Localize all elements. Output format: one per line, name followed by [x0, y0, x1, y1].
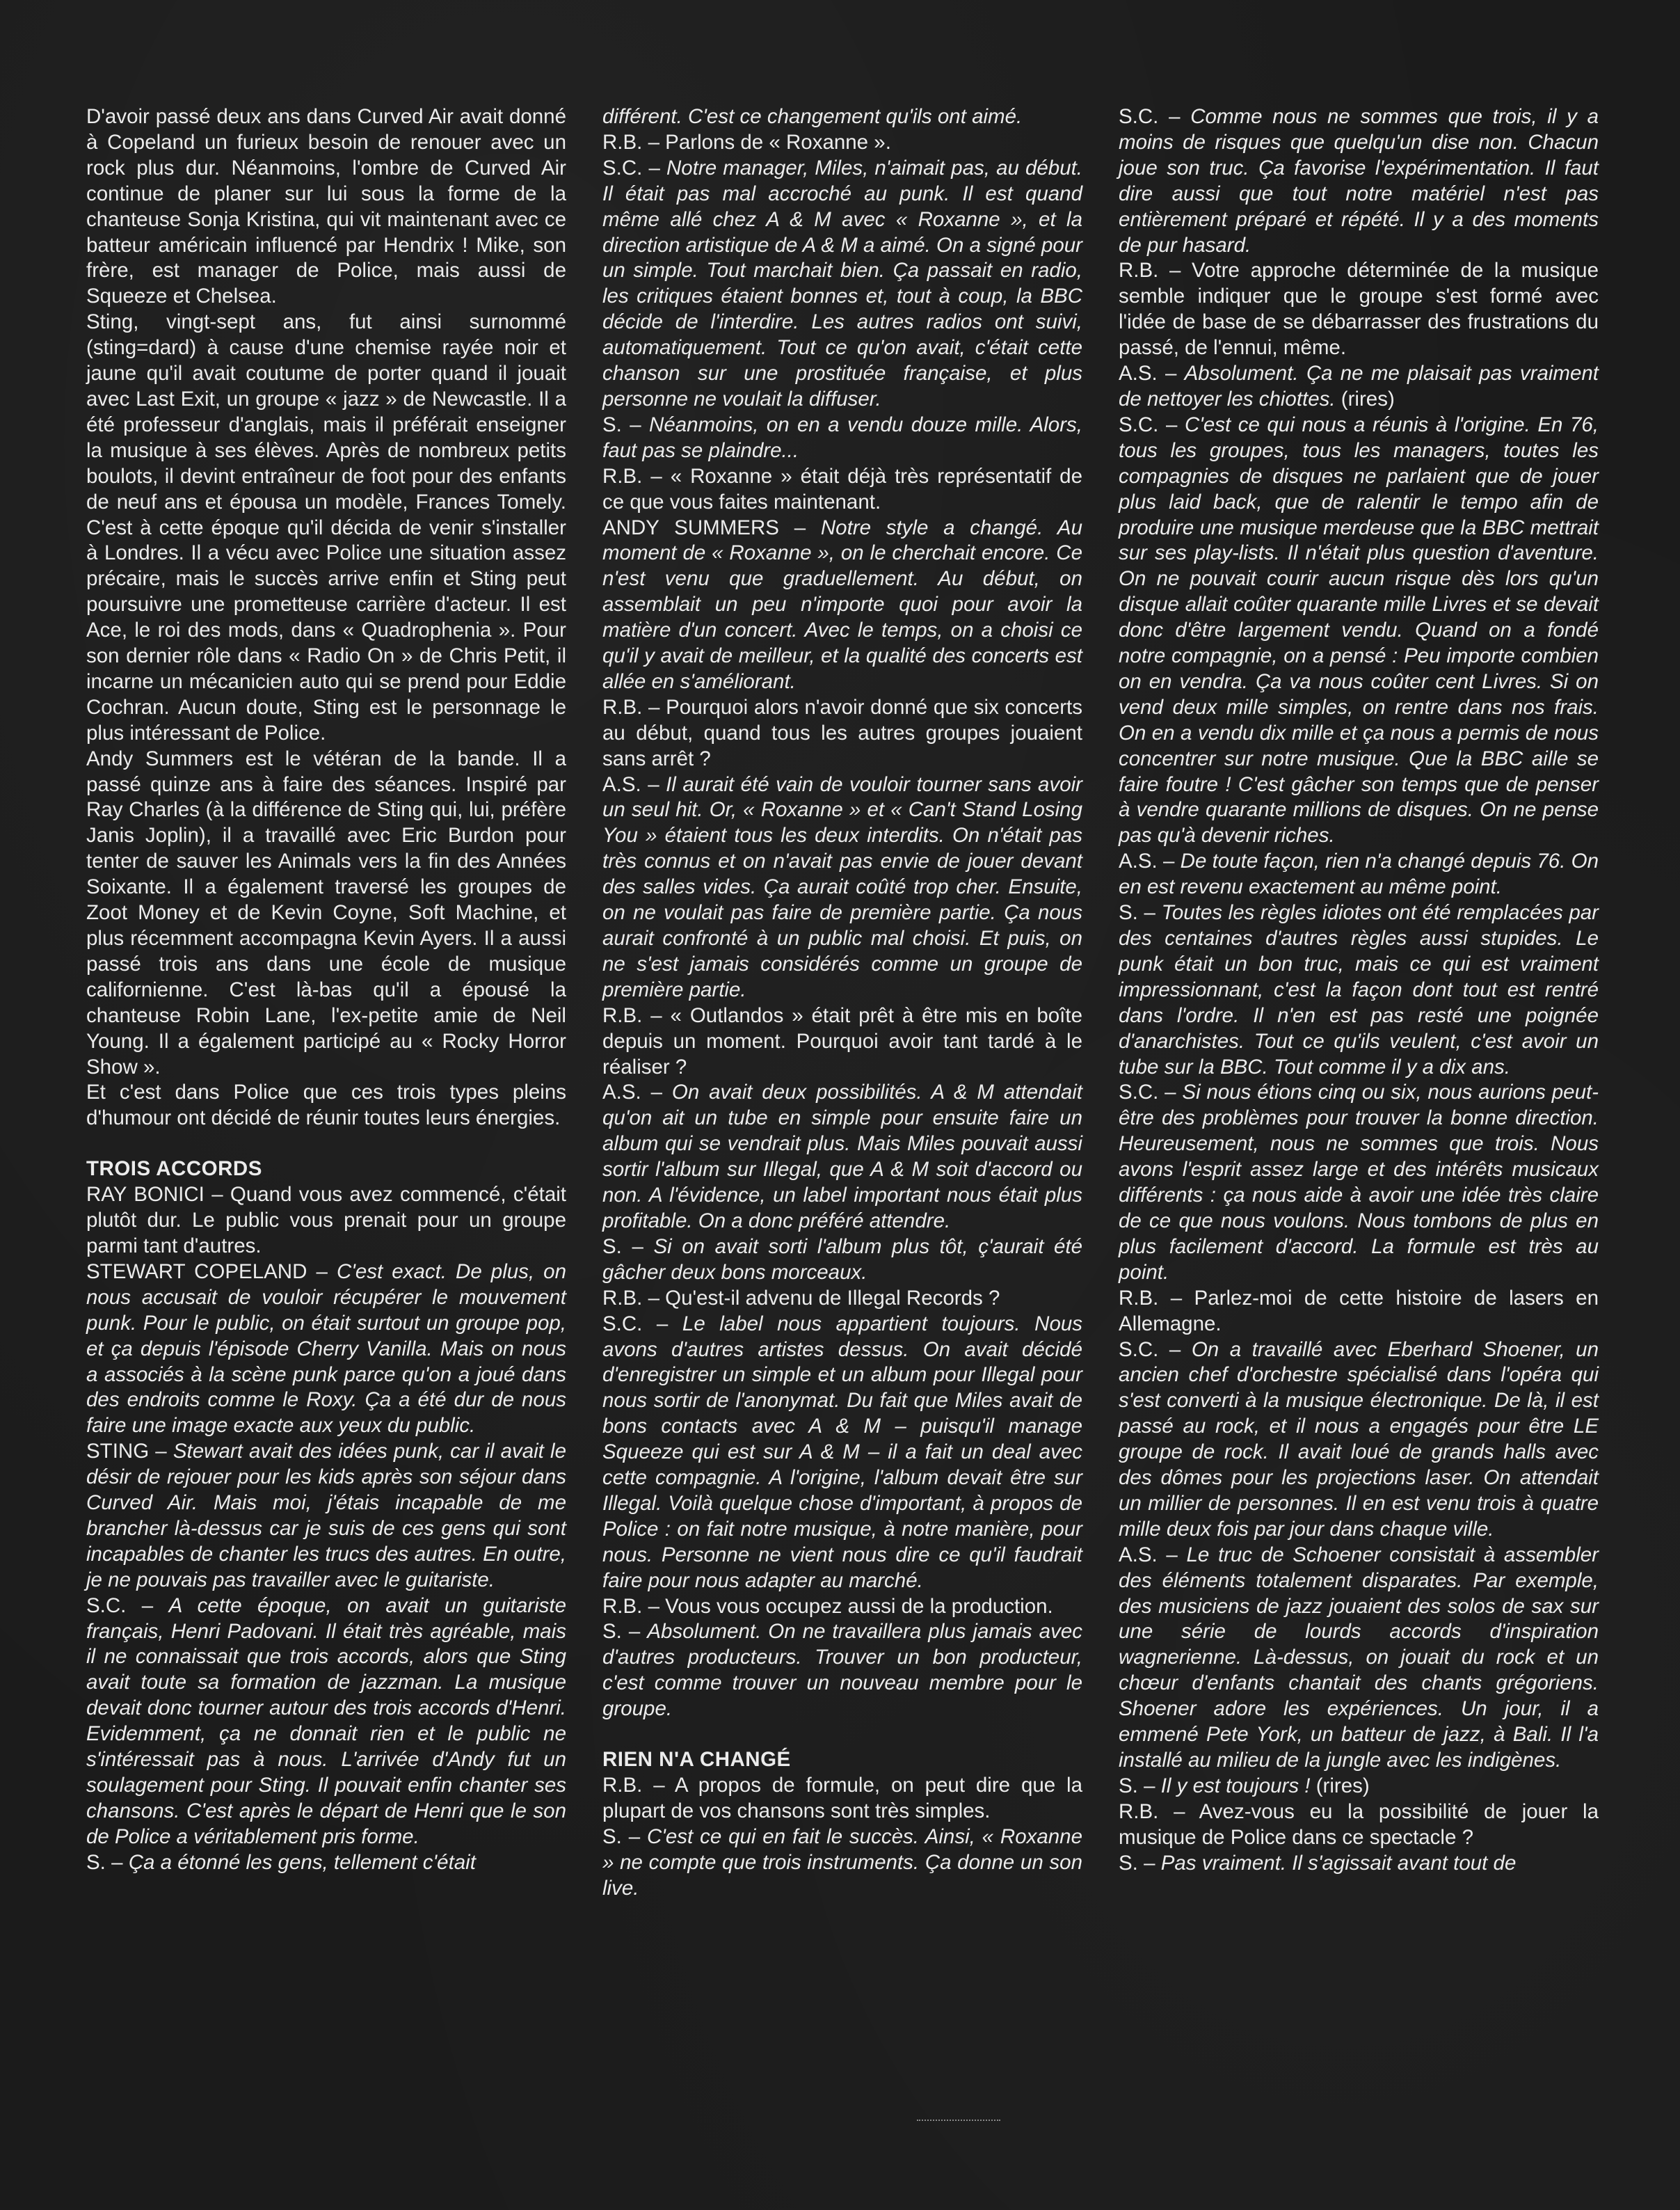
paragraph [86, 1259, 566, 1439]
text-run: ANDY SUMMERS – [602, 516, 806, 539]
text-run: S. – [602, 1620, 641, 1644]
paragraph [602, 772, 1082, 1003]
text-run: A.S. – [602, 772, 659, 796]
quote-text: Le truc de Schoener consistait à assembler des éléments totalement disparates. Par exemple, des musiciens de jazz jouaient des solos de sax sur une série de lourds accords d'inspiration wagnerienne. Là-dessus, on jouait du rock et un chœur d'enfants chantait des chants grégoriens. Shoener adore les expériences. Un jour, il a emmené Pete York, un batteur de jazz, à Bali. Il l'a installé au milieu de la jungle avec les indigènes. [1119, 1543, 1599, 1772]
text-run: R.B. – Parlez-moi de cette histoire de lasers en Allemagne. [1119, 1286, 1599, 1335]
paragraph [602, 1825, 1082, 1902]
quote-text: Notre style a changé. Au moment de « Roxanne », on le cherchait encore. Ce n'est venu que graduellement. Au début, on assemblait un peu n'importe quoi pour avoir la matière d'un concert. Avec le temps, on a choisi ce qu'il y avait de meilleur, et la qualité des concerts est allée en s'améliorant. [602, 516, 1082, 693]
text-column-middle [602, 104, 1082, 1902]
text-run: R.B. – Votre approche déterminée de la musique semble indiquer que le groupe s'est formé avec l'idée de base de se débarrasser des frustrations du passé, de l'ennui, même. [1119, 259, 1599, 360]
text-column-right [1119, 104, 1599, 1877]
quote-text: C'est exact. De plus, on nous accusait de vouloir récupérer le mouvement punk. Pour le public, on était surtout un groupe pop, et ça depuis l'épisode Cherry Vanilla. Mais on nous a associés à la scène punk parce qu'on a joué dans des endroits comme le Roxy. Ça a été dur de nous faire une image exacte aux yeux du public. [86, 1259, 566, 1438]
paragraph [602, 413, 1082, 464]
paragraph [1119, 258, 1599, 361]
quote-text: Le label nous appartient toujours. Nous avons d'autres artistes dessus. On avait décidé d'enregistrer un simple et un album pour Illegal pour nous sortir de l'anonymat. Du fait que Miles avait de bons contacts avec A & M – puisqu'il manage Squeeze qui est sur A & M – il a fait un deal avec cette compagnie. A l'origine, l'album devait être sur Illegal. Voilà quelque chose d'important, à propos de Police : on fait notre musique, à notre manière, pour nous. Personne ne vient nous dire ce qu'il faudrait faire pour nous adapter au marché. [602, 1312, 1083, 1592]
paragraph [602, 1080, 1082, 1234]
paragraph [602, 1286, 1082, 1312]
quote-text: Absolument. Ça ne me plaisait pas vraiment de nettoyer les chiottes. [1119, 362, 1599, 411]
text-run: R.B. – Avez-vous eu la possibilité de jouer la musique de Police dans ce spectacle ? [1119, 1799, 1599, 1849]
quote-text: Ça a étonné les gens, tellement c'était [128, 1850, 476, 1874]
text-run: S.C. – [1119, 1337, 1181, 1361]
quote-text: Toutes les règles idiotes ont été remplacées par des centaines d'autres règles aussi stupides. Le punk était un bon truc, mais ce qui est vraiment impressionnant, c'est la façon dont tout est rentré dans l'ordre. Il n'en est pas resté une poignée d'anarchistes. Tout ce qu'ils veulent, c'est avoir un tube sur la BBC. Tout comme il y a dix ans. [1119, 901, 1599, 1079]
text-run: S. – [1119, 1774, 1155, 1797]
paragraph [86, 747, 566, 1081]
text-run: (rires) [1341, 387, 1395, 411]
text-run: S. – [602, 1234, 643, 1258]
text-run: R.B. – Parlons de « Roxanne ». [602, 130, 891, 154]
paragraph [602, 104, 1082, 130]
paragraph [602, 130, 1082, 156]
paragraph [602, 1003, 1082, 1081]
section-heading: RIEN N'A CHANGÉ [602, 1748, 791, 1772]
paragraph [1119, 1851, 1599, 1877]
paragraph [1119, 1286, 1599, 1337]
paragraph [1119, 849, 1599, 900]
paragraph [86, 1850, 566, 1876]
paragraph [602, 1312, 1082, 1594]
paragraph [602, 516, 1082, 695]
paragraph [1119, 1799, 1599, 1851]
text-run: A.S. – [1119, 1543, 1178, 1566]
paragraph [1119, 104, 1599, 258]
text-run: R.B. – « Roxanne » était déjà très représentatif de ce que vous faites maintenant. [602, 464, 1082, 514]
paragraph [1119, 361, 1599, 413]
paragraph [86, 1182, 566, 1259]
paragraph [602, 1619, 1082, 1722]
paragraph [86, 1080, 566, 1131]
text-run: S. – [86, 1850, 123, 1874]
text-run: A.S. – [1119, 850, 1175, 873]
text-run: R.B. – « Outlandos » était prêt à être mis en boîte depuis un moment. Pourquoi avoir tant tardé à le réaliser ? [602, 1003, 1082, 1079]
quote-text: C'est ce qui en fait le succès. Ainsi, « Roxanne » ne compte que trois instruments. Ça donne un son live. [602, 1825, 1082, 1900]
text-run: D'avoir passé deux ans dans Curved Air avait donné à Copeland un furieux besoin de renouer avec un rock plus dur. Néanmoins, l'ombre de Curved Air continue de planer sur lui sous la forme de la chanteuse Sonja Kristina, qui vit maintenant avec ce batteur américain influencé par Hendrix ! Mike, son frère, est manager de Police, mais aussi de Squeeze et Chelsea. [86, 105, 566, 308]
text-run: A.S. – [1119, 362, 1177, 385]
text-run: Sting, vingt-sept ans, fut ainsi surnommé (sting=dard) à cause d'une chemise rayée noir et jaune qu'il avait coutume de porter quand il jouait avec Last Exit, un groupe « jazz » de Newcastle. Il a été professeur d'anglais, mais il préférait enseigner la musique à ses élèves. Après de nombreux petits boulots, il devint entraîneur de foot pour des enfants de neuf ans et épousa un modèle, Frances Tomely. C'est à cette époque qu'il décida de venir s'installer à Londres. Il a vécu avec Police une situation assez précaire, mais le succès arrive enfin et Sting peut poursuivre une prometteuse carrière d'acteur. Il est Ace, le roi des mods, dans « Quadrophenia ». Pour son dernier rôle dans « Radio On » de Chris Petit, il incarne un mécanicien auto qui se prend pour Eddie Cochran. Aucun doute, Sting est le personnage le plus intéressant de Police. [86, 310, 566, 745]
text-run: R.B. – Vous vous occupez aussi de la production. [602, 1594, 1053, 1618]
paragraph [602, 1773, 1082, 1825]
quote-text: De toute façon, rien n'a changé depuis 76. On en est revenu exactement au même point. [1119, 850, 1599, 899]
quote-text: Néanmoins, on en a vendu douze mille. Alors, faut pas se plaindre... [602, 413, 1082, 462]
quote-text: Comme nous ne sommes que trois, il y a moins de risques que quelqu'un dise non. Chacun joue son truc. Ça favorise l'expérimentation. Il faut dire aussi que tout notre matériel n'est pas entièrement préparé et répété. Il y a des moments de pur hasard. [1119, 105, 1599, 257]
text-run: STING – [86, 1440, 167, 1463]
paragraph [602, 1594, 1082, 1620]
text-run: S.C. – [1119, 413, 1178, 436]
text-run: S. – [602, 1825, 641, 1848]
paragraph [1119, 1543, 1599, 1774]
text-column-left [86, 104, 566, 1876]
text-run: S.C. – [1119, 1081, 1176, 1104]
text-run: S. – [602, 413, 641, 436]
text-run: (rires) [1315, 1774, 1370, 1797]
text-run: S.C. – [1119, 105, 1181, 128]
text-run: R.B. – Pourquoi alors n'avoir donné que six concerts au début, quand tous les autres groupes jouaient sans arrêt ? [602, 695, 1082, 770]
text-run: STEWART COPELAND – [86, 1259, 328, 1283]
paragraph [602, 464, 1082, 516]
quote-text: Pas vraiment. Il s'agissait avant tout de [1160, 1851, 1517, 1875]
text-run: S.C. – [86, 1593, 154, 1617]
quote-text: différent. C'est ce changement qu'ils ont aimé. [602, 105, 1023, 128]
quote-text: Absolument. On ne travaillera plus jamais avec d'autres producteurs. Trouver un bon producteur, c'est comme trouver un nouveau membre pour le groupe. [602, 1620, 1082, 1721]
quote-text: Notre manager, Miles, n'aimait pas, au début. Il était pas mal accroché au punk. Il est quand même allé chez A & M avec « Roxanne », et la direction artistique de A & M a aimé. On a signé pour un simple. Tout marchait bien. Ça passait en radio, les critiques étaient bonnes et, tout à coup, la BBC décide de l'interdire. Les autres radios ont suivi, automatiquement. Tout ce qu'on avait, c'était cette chanson sur une prostituée française, et plus personne ne voulait la diffuser. [602, 156, 1082, 411]
quote-text: C'est ce qui nous a réunis à l'origine. En 76, tous les groupes, tous les managers, toutes les compagnies de disques ne parlaient que de jouer plus laid back, que de ralentir le tempo afin de produire une musique merdeuse que la BBC mettrait sur ses play-lists. Il n'était plus question d'aventure. On ne pouvait courir aucun risque dès lors qu'un disque allait coûter quarante mille Livres et se devait donc d'être largement vendu. Quand on a fondé notre compagnie, on a pensé : Peu importe combien on en vendra. Ça va nous coûter cent Livres. Si on vend deux mille simples, on rentre dans nos frais. On en a vendu dix mille et ça nous a permis de nous concentrer sur notre musique. Que la BBC aille se faire foutre ! C'est gâcher son temps que de penser à vendre quarante millions de disques. On ne pense pas qu'à devenir riches. [1119, 413, 1599, 848]
paragraph [86, 1593, 566, 1850]
quote-text: On a travaillé avec Eberhard Shoener, un ancien chef d'orchestre spécialisé dans l'opéra qui s'est converti à la musique électronique. De là, il est passé au rock, et il nous a engagés pour être LE groupe de rock. Il avait loué de grands halls avec des dômes pour les projections laser. On attendait un millier de personnes. Il en est venu trois à quatre mille deux fois par jour dans chaque ville. [1119, 1337, 1599, 1541]
text-run: S. – [1119, 1851, 1155, 1875]
text-run: R.B. – Qu'est-il advenu de Illegal Records ? [602, 1286, 1000, 1310]
text-run: A.S. – [602, 1081, 663, 1104]
text-run: RAY BONICI – Quand vous avez commencé, c'était plutôt dur. Le public vous prenait pour un groupe parmi tant d'autres. [86, 1183, 566, 1257]
paragraph [602, 1234, 1082, 1286]
text-run: S.C. – [602, 156, 660, 180]
text-run: R.B. – A propos de formule, on peut dire que la plupart de vos chansons sont très simples. [602, 1774, 1082, 1822]
quote-text: Il y est toujours ! [1160, 1774, 1311, 1797]
paragraph [1119, 1337, 1599, 1543]
text-run: S.C. – [602, 1312, 669, 1335]
quote-text: On avait deux possibilités. A & M attendait qu'on ait un tube en simple pour ensuite faire un album qui se vendrait plus. Mais Miles pouvait aussi sortir l'album sur Illegal, que A & M soit d'accord ou non. A l'évidence, un label important nous était plus profitable. On a donc préféré attendre. [602, 1081, 1082, 1232]
paragraph [1119, 900, 1599, 1080]
page-bottom-mark [917, 2120, 1000, 2122]
paragraph [602, 156, 1082, 413]
paragraph [1119, 1774, 1599, 1799]
quote-text: A cette époque, on avait un guitariste français, Henri Padovani. Il était très agréable, mais il ne connaissait que trois accords, alors que Sting avait toute sa formation de jazzman. La musique devait donc tourner autour des trois accords d'Henri. Evidemment, ça ne donnait rien et le public ne s'intéressait pas à nous. L'arrivée d'Andy fut un soulagement pour Sting. Il pouvait enfin chanter ses chansons. C'est après le départ de Henri que le son de Police a véritablement pris forme. [86, 1593, 566, 1848]
text-run: Et c'est dans Police que ces trois types pleins d'humour ont décidé de réunir toutes leurs énergies. [86, 1081, 566, 1130]
quote-text: Il aurait été vain de vouloir tourner sans avoir un seul hit. Or, « Roxanne » et « Can't Stand Losing You » étaient tous les deux interdits. On n'était pas très connus et on n'avait pas envie de jouer devant des salles vides. Ça aurait coûté trop cher. Ensuite, on ne voulait pas faire de première partie. Ça nous aurait confronté à un public mal choisi. Et puis, on ne s'est jamais considérés comme un groupe de première partie. [602, 772, 1082, 1001]
paragraph [1119, 1080, 1599, 1285]
quote-text: Si nous étions cinq ou six, nous aurions peut-être des problèmes pour trouver la bonne direction. Heureusement, nous ne sommes que trois. Nous avons l'esprit assez large et des intérêts musicaux différents : ça nous aide à avoir une idée très claire de ce que nous voulons. Nous tombons de plus en plus facilement d'accord. La formule est très au point. [1119, 1081, 1599, 1284]
paragraph [86, 1439, 566, 1593]
paragraph [86, 104, 566, 310]
quote-text: Stewart avait des idées punk, car il avait le désir de rejouer pour les kids après son séjour dans Curved Air. Mais moi, j'étais incapable de me brancher là-dessus car je suis de ces gens qui sont incapables de chanter les trucs des autres. En outre, je ne pouvais pas travailler avec le guitariste. [86, 1440, 566, 1591]
text-run: Andy Summers est le vétéran de la bande. Il a passé quinze ans à faire des séances. Inspiré par Ray Charles (à la différence de Sting qui, lui, préfère Janis Joplin), il a travaillé avec Eric Burdon pour tenter de sauver les Animals vers la fin des Années Soixante. Il a également traversé les groupes de Zoot Money et de Kevin Coyne, Soft Machine, et plus récemment accompagna Kevin Ayers. Il a aussi passé trois ans dans une école de musique californienne. C'est là-bas qu'il a épousé la chanteuse Robin Lane, l'ex-petite amie de Neil Young. Il a également participé au « Rocky Horror Show ». [86, 747, 566, 1079]
quote-text: Si on avait sorti l'album plus tôt, ç'aurait été gâcher deux bons morceaux. [602, 1234, 1082, 1284]
paragraph [86, 310, 566, 746]
section-heading: TROIS ACCORDS [86, 1157, 262, 1181]
paragraph [1119, 413, 1599, 849]
text-run: S. – [1119, 901, 1155, 925]
paragraph [602, 695, 1082, 772]
